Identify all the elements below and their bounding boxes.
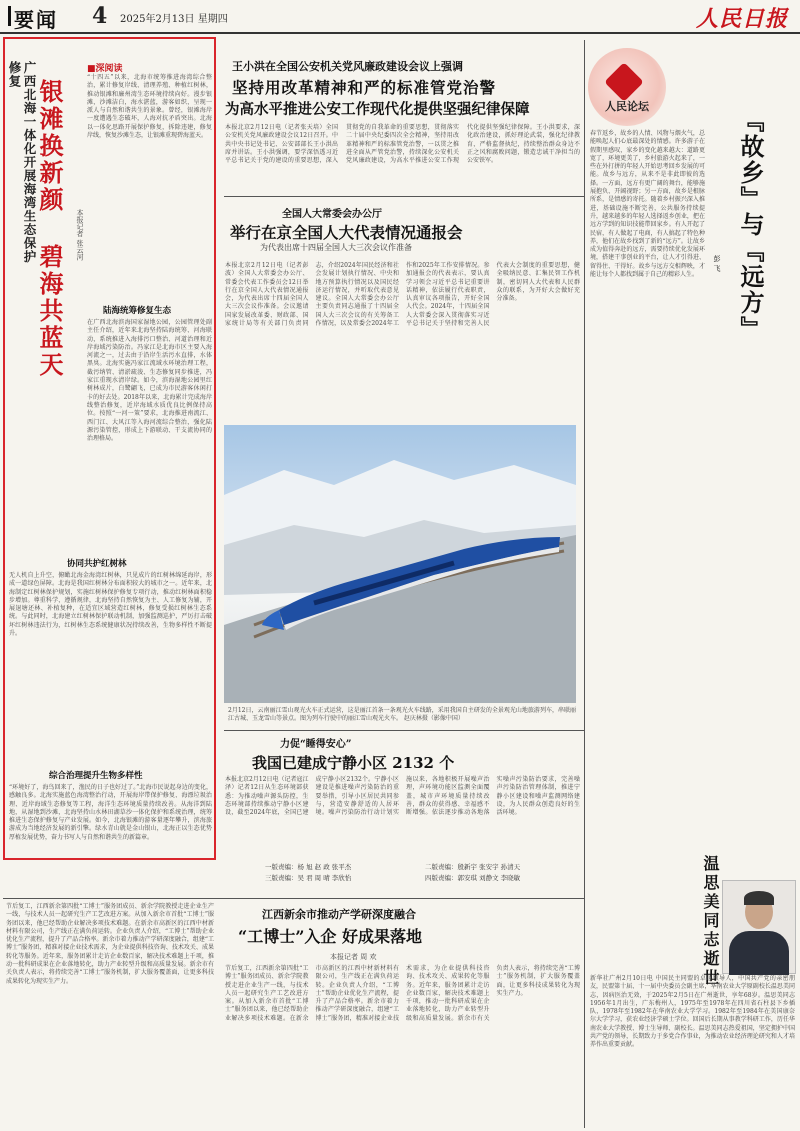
label-marker-icon: ■	[87, 64, 96, 74]
headline-blue-sea: 碧海共蓝天	[35, 244, 64, 379]
top-story-body-right	[512, 55, 584, 145]
credits-row: 二版责编：殷新宇 张安宇 孙清天	[425, 863, 521, 871]
story-body-2-cont	[9, 424, 212, 544]
top-story-body: 本报北京2月12日电（记者张天培）全国公安机关党风廉政建设会议12日召开。中共中央书记处书记、公安部部长王小洪出席并讲话。王小洪强调，要学深悟透习近平总书记关于党的建设的重要思想，深入贯彻党的自我革命的重要思想，贯彻落实二十届中央纪委四次全会精神，坚持用改革精神和严的标准管党治警，一以贯之推进全面从严管党治警，持续深化公安机关党风廉政建设，为高水平推进公安工作现代化提供坚强纪律保障。王小洪要求，深化政治建设，抓好理论武装，强化纪律教育，严格监督执纪，持续整治群众身边不正之风和腐败问题，锻造忠诚干净担当的公安铁军。	[225, 124, 580, 165]
obituary-headline: 温思美同志逝世	[701, 855, 720, 988]
commentary-label-text: 人民论坛	[605, 100, 649, 113]
commentary-headline: 『故乡』与『远方』	[736, 108, 765, 342]
npc-deck: 为代表出席十四届全国人大三次会议作准备	[260, 243, 412, 252]
section-title: 要闻	[14, 8, 58, 32]
page-number: 4	[92, 3, 108, 29]
npc-body: 本报北京2月12日电（记者彭波）全国人大常委会办公厅、常委会代表工作委员会12日举行在京全国人大代表情况通报会，为代表出席十四届全国人大三次会议作准备。会议邀请国家发展改革委、财政部、国家统计局等有关部门负责同志，介绍2024年国民经济和社会发展计划执行情况、中央和地方预算执行情况以及国民经济运行情况，并听取代表意见建议。全国人大常委会办公厅主要负责同志通报了十四届全国人大三次会议的有关筹备工作情况，以及常委会2024年工作和2025年工作安排情况。参加通报会的代表表示，要认真学习领会习近平总书记重要讲话精神，依法履行代表职责，认真审议各项报告，开好全国人代会。2024年，十四届全国人大常委会深入贯彻落实习近平总书记关于坚持和完善人民代表大会制度的重要思想，健全吸纳民意、汇集民智工作机制，密切同人大代表和人民群众的联系，为开好大会做好充分准备。	[225, 262, 580, 328]
top-story-kicker: 王小洪在全国公安机关党风廉政建设会议上强调	[232, 60, 463, 73]
commentary-badge-icon	[604, 62, 644, 102]
train-photo	[224, 425, 576, 703]
community-kicker: 力促“睡得安心”	[280, 739, 352, 750]
editors-credits	[225, 862, 585, 902]
top-story-headline-2: 为高水平推进公安工作现代化提供坚强纪律保障	[225, 101, 530, 118]
portrait-hair	[744, 891, 774, 905]
story-deck: 广西北海一体化开展海湾生态保护修复	[7, 61, 37, 264]
story-body-3: 无人机自上升空，俯瞰北海金海湾红树林，只见成片的红树林绵延海岸，形成一道绿色屏障。北海是我国红树林分布面积较大的城市之一。近年来，北海制定红树林保护规划，实施红树林保护修复专项行动，推动红树林面积稳步增加。尊重科学，遵循规律，北海坚持自然恢复为主、人工修复为辅，开展退塘还林、补植复种，在适宜区域营造红树林，修复受损红树林生态系统。与此同时，北海建立红树林保护联动机制，加强监测巡护，严厉打击破坏红树林违法行为，红树林生态系统健康状况持续改善，生物多样性不断提升。	[9, 572, 212, 638]
bottom-headline: “工博士”入企 好成果落地	[238, 927, 422, 946]
column-divider	[584, 40, 585, 1128]
issue-date: 2025年2月13日 星期四	[120, 14, 228, 25]
divider	[224, 730, 584, 731]
credits-row: 一版责编：杨 旭 赵 政 张平杰	[265, 863, 352, 871]
divider	[3, 898, 585, 899]
subhead-mangrove: 协同共护红树林	[67, 559, 127, 569]
subhead-land-sea: 陆海统筹修复生态	[103, 306, 172, 316]
masthead-logo: 人民日报	[695, 6, 788, 32]
portrait-suit	[729, 931, 789, 975]
community-body: 本报北京2月12日电（记者寇江泽）记者12日从生态环境部获悉：为推动噪声源头防控，生态环境部持续推动宁静小区建设，截至2024年底，全国已建成宁静小区2132个。宁静小区建设是推进噪声污染防治的重要举措，引导小区居民共同参与，营造安静舒适的人居环境。噪声污染防治行动计划实施以来，各地积极开展噪声治理，声环境功能区监测全面覆盖，城市声环境质量持续改善，群众的获得感、幸福感不断增强。依法逐步推动各地落实噪声污染防治要求，完善噪声污染防治管理体制，推进宁静小区建设和噪声监测网络建设，为人民群众创造良好的生活环境。	[225, 776, 580, 817]
divider	[224, 196, 584, 197]
subhead-biodiversity: 综合治理提升生物多样性	[49, 771, 143, 781]
story-body-1: “十四五”以来，北海市统筹推进海湾综合整治，累计修复岸线、清理养殖、种植红树林，推动银滩和廉州湾生态环境持续向好。漫步银滩，沙滩洁白，海水湛蓝，游客如织，呈现一派人与自然和谐共生的景象。曾经，银滩海岸一度遭遇生态破坏，人海对抗矛盾突出。北海以一体化思路开展保护修复，拆除违建，修复岸线，恢复沙滩生态，让银滩重现碧海蓝天。	[87, 74, 212, 140]
story-body-2: 在广西北海滨海国家湿地公园，公园管理处副主任介绍，近年来北海坚持陆海统筹、河海联动，系统推进入海排污口整治、河道治理和近岸海域污染防治。冯家江是北海市区主要入海河流之一，过去由于沿岸生活污水直排，水体黑臭。北海实施冯家江流域水环境治理工程，截污纳管、清淤疏浚、生态修复同步推进，冯家江重现水清岸绿。如今，滨海湿地公园里红树林成片，白鹭翩飞，已成为市民游客休闲打卡的好去处。2018年以来，北海累计完成海岸线整治修复，近岸海域水质优良比例保持高位。按照“一河一策”要求，北海推进南流江、西门江、大风江等入海河流综合整治，强化陆源污染管控，形成上下游联动、干支流协同的治理格局。	[87, 319, 212, 443]
deep-read-label: ■深阅读	[87, 64, 123, 74]
credits-row: 三版责编：吴 君 周 晴 李欣怡	[265, 874, 352, 882]
train-illustration	[224, 425, 576, 703]
bottom-body-left: 节后复工，江西新余第四批“工博士”服务团成员、新余学院教授走进企业生产一线，与技术人员一起研究生产工艺改进方案。从加入新余市首批“工博士”服务团以来，他已经帮助企业解决多项技术难题。在新余市高新区的江西中材新材料有限公司，生产线正在满负荷运转。企业负责人介绍，“工博士”帮助企业优化生产流程，提升了产品合格率。新余市着力推动产学研深度融合，组建“工博士”服务团，精准对接企业技术需求，为企业提供科技咨询、技术攻关、成果转化等服务。近年来，服务团累计走访企业数百家，解决技术难题上千项，推动一批科研成果在企业落地转化，助力产业转型升级和高质量发展。新余市有关负责人表示，将持续完善“工博士”服务机制，扩大服务覆盖面，让更多科技成果转化为现实生产力。	[6, 903, 214, 985]
credits-row: 四版责编：郭安琪 刘静文 李晓敏	[425, 874, 521, 882]
commentary-byline: 彭 飞	[713, 255, 721, 272]
commentary-body: 春节返乡，故乡的人情、风物与烟火气，总能唤起人们心底最深处的情感。许多游子在假期里感叹，家乡的变化越来越大：道路更宽了，环境更美了，乡村旅游火起来了，一些在外打拼的年轻人开始思考回乡发展的可能。故乡与远方，从来不是非此即彼的选择。一方面，远方有更广阔的舞台，能够施展抱负、开阔视野；另一方面，故乡是根脉所系，是情感的寄托。随着乡村振兴深入推进，基础设施不断完善，公共服务持续提升，越来越多的年轻人选择返乡创业，把在远方学到的知识技能带回家乡。有人开起了民宿，有人做起了电商，有人搞起了特色种养，他们在故乡找到了新的“远方”。让故乡成为值得奔赴的远方，需要持续优化发展环境，搭建干事创业的平台，让人才引得进、留得住、干得好。故乡与远方交相辉映，才能让每个人都找到属于自己的精彩人生。	[590, 130, 705, 279]
page-header	[0, 0, 800, 34]
community-headline: 我国已建成宁静小区 2132 个	[252, 754, 455, 772]
top-story-headline-1: 坚持用改革精神和严的标准管党治警	[232, 78, 497, 97]
story-body-4: “环境好了，海鸟回来了，渔民的日子也好过了。”北海市民说起身边的变化，感触良多。北海实施蓝色海湾整治行动，开展海岸带保护修复、海漂垃圾治理、近岸海域生态修复等工程，海洋生态环境质量持续改善。从海洋到陆地，从湿地到沙滩，北海坚持山水林田湖草沙一体化保护和系统治理，统筹推进生态保护修复与产业发展。如今，北海银滩的游客量逐年攀升，滨海旅游成为当地经济发展的新引擎。绿水青山就是金山银山，北海正以生态优势厚植发展优势，奋力书写人与自然和谐共生的新篇章。	[9, 784, 212, 841]
bottom-body: 节后复工，江西新余第四批“工博士”服务团成员、新余学院教授走进企业生产一线，与技术人员一起研究生产工艺改进方案。从加入新余市首批“工博士”服务团以来，他已经帮助企业解决多项技术难题。在新余市高新区的江西中材新材料有限公司，生产线正在满负荷运转。企业负责人介绍，“工博士”帮助企业优化生产流程，提升了产品合格率。新余市着力推动产学研深度融合，组建“工博士”服务团，精准对接企业技术需求，为企业提供科技咨询、技术攻关、成果转化等服务。近年来，服务团累计走访企业数百家，解决技术难题上千项，推动一批科研成果在企业落地转化，助力产业转型升级和高质量发展。新余市有关负责人表示，将持续完善“工博士”服务机制，扩大服务覆盖面，让更多科技成果转化为现实生产力。	[225, 965, 580, 1022]
headline-silver-beach: 银滩换新颜	[35, 79, 64, 214]
bottom-byline: 本报记者 周 欢	[330, 953, 377, 961]
portrait-photo	[722, 880, 796, 974]
npc-headline: 举行在京全国人大代表情况通报会	[230, 223, 463, 242]
story-byline: 本报记者 张云河	[76, 209, 84, 261]
lead-story-box	[3, 37, 216, 860]
bottom-kicker: 江西新余市推动产学研深度融合	[262, 908, 416, 921]
commentary-label	[588, 48, 666, 126]
npc-kicker: 全国人大常委会办公厅	[282, 209, 382, 220]
obituary-body: 新华社广州2月10日电 中国民主同盟的卓越领导人，中国共产党的亲密朋友，民盟第十届、十一届中央委员会副主席，华南农业大学原副校长温思美同志，因病医治无效，于2025年2月5日在广州逝世，享年68岁。温思美同志1956年1月出生，广东梅州人，1975年至1978年在四川省石柱县下乡插队，1978年至1982年在华南农业大学学习。1982年至1984年在美国康奈尔大学学习，获农业经济学硕士学位。回国后长期从事教学科研工作，历任华南农业大学教授、博士生导师、副校长。温思美同志热爱祖国，坚定拥护中国共产党的领导，长期致力于多党合作事业，为推动农业经济理论研究和人才培养作出重要贡献。	[590, 975, 795, 1049]
commentary-body-cont	[590, 390, 793, 750]
photo-caption: 2月12日，云南丽江雪山观光火车正式运营，这是丽江首条一条观光火车线路，采用我国自主研发的全景观光山地旅游列车，串联丽江古城、玉龙雪山等景点。图为列车行驶中的丽江雪山观光火车。 赵庆林摄（影像中国）	[228, 707, 576, 723]
